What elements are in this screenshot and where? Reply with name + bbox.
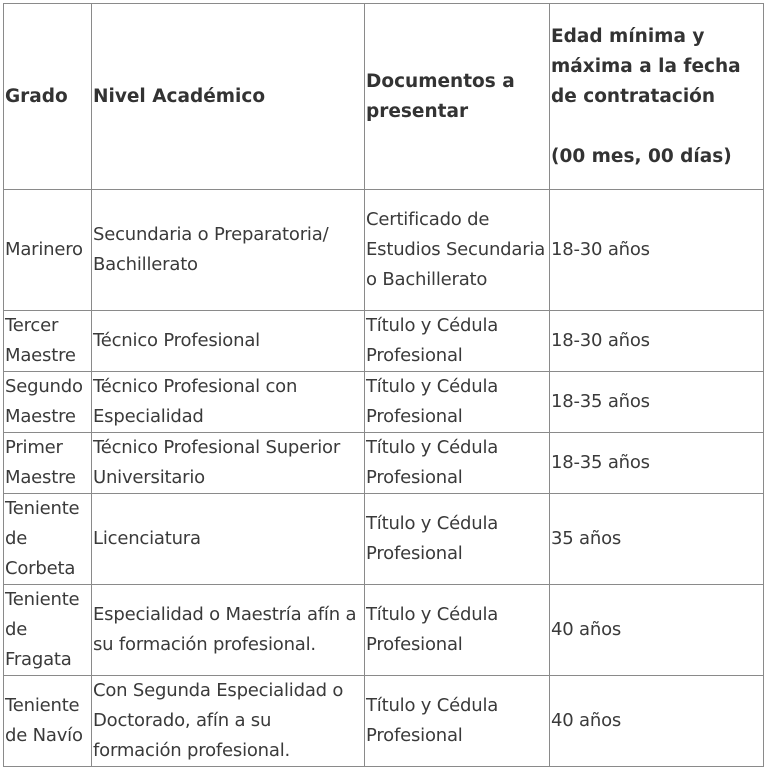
cell-documentos: Título y Cédula Profesional bbox=[365, 311, 550, 372]
cell-edad: 18-30 años bbox=[550, 190, 764, 311]
cell-edad: 18-35 años bbox=[550, 433, 764, 494]
cell-nivel: Secundaria o Preparatoria/ Bachillerato bbox=[92, 190, 365, 311]
cell-edad: 35 años bbox=[550, 494, 764, 585]
cell-nivel: Técnico Profesional Superior Universitario bbox=[92, 433, 365, 494]
cell-grado: Primer Maestre bbox=[4, 433, 92, 494]
cell-grado: Teniente de Corbeta bbox=[4, 494, 92, 585]
cell-grado: Tercer Maestre bbox=[4, 311, 92, 372]
header-edad bbox=[550, 4, 764, 190]
header-grado: Grado bbox=[4, 4, 92, 190]
cell-nivel: Especialidad o Maestría afín a su formación profesional. bbox=[92, 585, 365, 676]
cell-edad: 40 años bbox=[550, 676, 764, 767]
cell-nivel: Técnico Profesional con Especialidad bbox=[92, 372, 365, 433]
cell-grado: Segundo Maestre bbox=[4, 372, 92, 433]
header-edad-title: Edad mínima y máxima a la fecha de contratación bbox=[551, 25, 741, 107]
header-nivel-academico: Nivel Académico bbox=[92, 4, 365, 190]
cell-nivel: Con Segunda Especialidad o Doctorado, afín a su formación profesional. bbox=[92, 676, 365, 767]
cell-documentos: Título y Cédula Profesional bbox=[365, 676, 550, 767]
header-documentos: Documentos a presentar bbox=[365, 4, 550, 190]
cell-grado: Marinero bbox=[4, 190, 92, 311]
cell-documentos: Certificado de Estudios Secundaria o Bachillerato bbox=[365, 190, 550, 311]
cell-nivel: Técnico Profesional bbox=[92, 311, 365, 372]
cell-documentos: Título y Cédula Profesional bbox=[365, 585, 550, 676]
cell-edad: 40 años bbox=[550, 585, 764, 676]
cell-documentos: Título y Cédula Profesional bbox=[365, 494, 550, 585]
table-row bbox=[4, 585, 764, 676]
table-row bbox=[4, 433, 764, 494]
cell-documentos: Título y Cédula Profesional bbox=[365, 372, 550, 433]
cell-grado: Teniente de Fragata bbox=[4, 585, 92, 676]
cell-edad: 18-30 años bbox=[550, 311, 764, 372]
cell-edad: 18-35 años bbox=[550, 372, 764, 433]
cell-nivel: Licenciatura bbox=[92, 494, 365, 585]
header-edad-subtitle: (00 mes, 00 días) bbox=[551, 145, 732, 167]
table-row bbox=[4, 190, 764, 311]
table-row bbox=[4, 311, 764, 372]
cell-grado: Teniente de Navío bbox=[4, 676, 92, 767]
table-row bbox=[4, 676, 764, 767]
table-row bbox=[4, 372, 764, 433]
table-row bbox=[4, 494, 764, 585]
cell-documentos: Título y Cédula Profesional bbox=[365, 433, 550, 494]
header-row bbox=[4, 4, 764, 190]
requirements-table bbox=[3, 3, 764, 767]
